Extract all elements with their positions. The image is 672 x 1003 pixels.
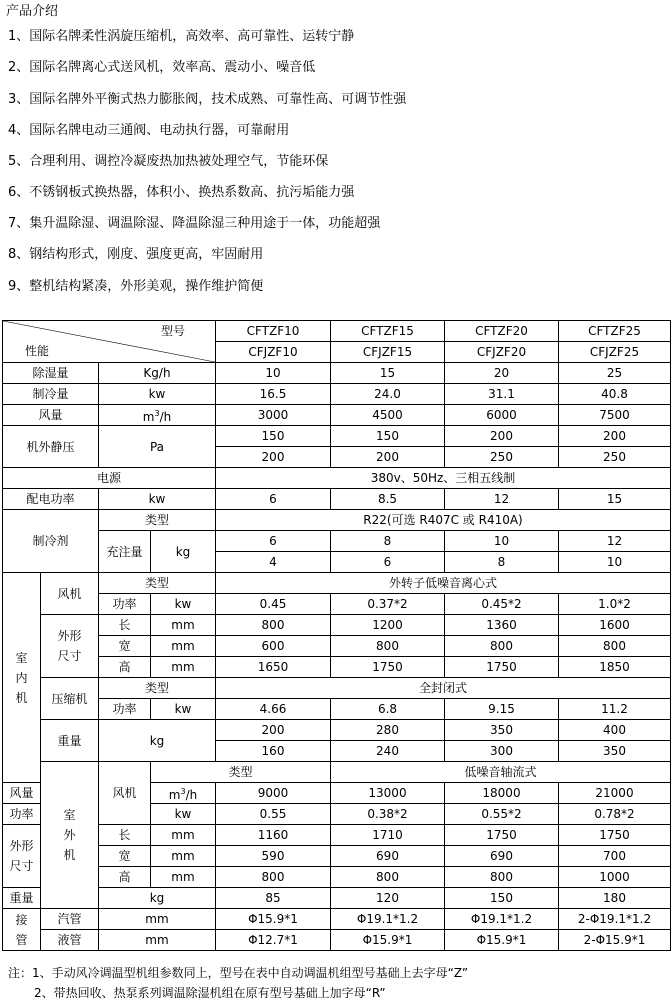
table-cell: 800 [216,615,331,636]
indoor-unit-label: 室内机 [3,573,41,783]
table-cell: 0.38*2 [331,804,445,825]
table-cell: 1750 [331,657,445,678]
table-cell: 1750 [445,657,559,678]
dist-power-label: 配电功率 [3,489,99,510]
table-cell: 18000 [445,783,559,804]
table-cell: 150 [445,888,559,909]
table-cell: Φ19.1*1.2 [445,909,559,930]
table-cell: 9.15 [445,699,559,720]
indoor-dim-label: 外形尺寸 [41,615,99,678]
airflow-label: 风量 [3,405,99,426]
table-cell: 150 [216,426,331,447]
table-cell: 12 [445,489,559,510]
model-j: CFJZF10 [216,342,331,363]
dist-power-unit: kw [99,489,216,510]
table-cell: 85 [216,888,331,909]
table-cell: 200 [216,720,331,741]
table-cell: 16.5 [216,384,331,405]
width-label: 宽 [99,846,151,867]
table-cell: Φ15.9*1 [216,909,331,930]
liquid-pipe-unit: mm [99,930,216,951]
airflow-unit: $m^3/h$ [99,405,216,426]
table-cell: 0.55*2 [445,804,559,825]
table-cell: 0.78*2 [559,804,671,825]
table-cell: 4 [216,552,331,573]
table-cell: 800 [445,867,559,888]
table-cell: 800 [331,867,445,888]
indoor-weight-label: 重量 [41,720,99,762]
table-cell: 1750 [445,825,559,846]
table-cell: 240 [331,741,445,762]
table-cell: 21000 [559,783,671,804]
table-cell: 600 [216,636,331,657]
table-cell: 10 [559,552,671,573]
table-cell: 690 [445,846,559,867]
indoor-fan-type-label: 类型 [99,573,216,594]
power-supply-label: 电源 [3,468,216,489]
table-cell: 20 [445,363,559,384]
table-cell: 200 [445,426,559,447]
dim-unit: mm [151,636,216,657]
table-cell: 8 [331,531,445,552]
feature-item: 1、国际名牌柔性涡旋压缩机，高效率、高可靠性、运转宁静 [8,29,355,44]
dim-unit: mm [151,615,216,636]
feature-item: 2、国际名牌离心式送风机，效率高、震动小、噪音低 [8,60,316,75]
table-cell: 40.8 [559,384,671,405]
table-cell: 6 [216,489,331,510]
power-supply-value: 380v、50Hz、三相五线制 [216,468,671,489]
static-pressure-unit: Pa [99,426,216,468]
table-cell: 4.66 [216,699,331,720]
outdoor-dim-label: 外形尺寸 [3,825,41,888]
table-cell: Φ15.9*1 [331,930,445,951]
model-z: CFTZF25 [559,321,671,342]
model-j: CFJZF20 [445,342,559,363]
table-cell: 590 [216,846,331,867]
table-cell: 1200 [331,615,445,636]
table-cell: 1000 [559,867,671,888]
refrigerant-type-label: 类型 [99,510,216,531]
static-pressure-label: 机外静压 [3,426,99,468]
indoor-fan-type-value: 外转子低噪音离心式 [216,573,671,594]
indoor-weight-unit: kg [99,720,216,762]
feature-item: 4、国际名牌电动三通阀、电动执行器，可靠耐用 [8,123,290,138]
table-cell: 6.8 [331,699,445,720]
gas-pipe-label: 汽管 [41,909,99,930]
table-cell: 10 [445,531,559,552]
charge-unit: kg [151,531,216,573]
outdoor-fan-air-unit: $m^3/h$ [151,783,216,804]
outdoor-fan-type-value: 低噪音轴流式 [331,762,671,783]
table-cell: 160 [216,741,331,762]
feature-item: 9、整机结构紧凑，外形美观，操作维护简便 [8,279,264,294]
liquid-pipe-label: 液管 [41,930,99,951]
table-cell: 3000 [216,405,331,426]
feature-item: 8、钢结构形式，刚度、强度更高，牢固耐用 [8,247,264,262]
table-cell: 800 [331,636,445,657]
table-cell: 6000 [445,405,559,426]
table-cell: 15 [331,363,445,384]
table-cell: 200 [216,447,331,468]
table-cell: 350 [445,720,559,741]
cooling-unit: kw [99,384,216,405]
table-cell: 200 [331,447,445,468]
table-cell: 1.0*2 [559,594,671,615]
table-cell: 800 [559,636,671,657]
table-cell: 6 [216,531,331,552]
table-cell: 250 [445,447,559,468]
table-cell: 13000 [331,783,445,804]
table-cell: 9000 [216,783,331,804]
table-cell: 11.2 [559,699,671,720]
table-cell: 2-Φ19.1*1.2 [559,909,671,930]
length-label: 长 [99,615,151,636]
dim-unit: mm [151,846,216,867]
refrigerant-type-value: R22(可选 R407C 或 R410A) [216,510,671,531]
model-j: CFJZF25 [559,342,671,363]
compressor-type-label: 类型 [99,678,216,699]
dehum-label: 除湿量 [3,363,99,384]
table-cell: 0.45*2 [445,594,559,615]
feature-item: 6、不锈钢板式换热器，体积小、换热系数高、抗污垢能力强 [8,185,355,200]
table-cell: 800 [216,867,331,888]
table-cell: 280 [331,720,445,741]
table-cell: 120 [331,888,445,909]
table-cell: 200 [559,426,671,447]
performance-label: 性能 [25,344,50,358]
model-label: 型号 [160,324,185,338]
table-cell: 150 [331,426,445,447]
table-cell: 1650 [216,657,331,678]
intro-title: 产品介绍 [6,4,59,19]
table-cell: 10 [216,363,331,384]
note-1: 注：1、手动风冷调温型机组参数同上，型号在表中自动调温机组型号基础上去字母“Z” [8,966,469,980]
model-z: CFTZF20 [445,321,559,342]
model-z: CFTZF15 [331,321,445,342]
table-cell: 1710 [331,825,445,846]
table-cell: 8 [445,552,559,573]
pipes-label: 接管 [3,909,41,951]
indoor-fan-power-label: 功率 [99,594,151,615]
table-cell: 400 [559,720,671,741]
notes [8,963,468,1003]
header-diagonal-cell [3,321,216,363]
table-cell: 12 [559,531,671,552]
table-cell: Φ12.7*1 [216,930,331,951]
table-cell: 0.37*2 [331,594,445,615]
indoor-fan-power-unit: kw [151,594,216,615]
table-cell: 700 [559,846,671,867]
width-label: 宽 [99,636,151,657]
table-cell: 15 [559,489,671,510]
feature-item: 5、合理利用、调控冷凝废热加热被处理空气，节能环保 [8,154,329,169]
table-cell: 800 [445,636,559,657]
table-cell: 31.1 [445,384,559,405]
cooling-label: 制冷量 [3,384,99,405]
outdoor-fan-type-label: 类型 [151,762,331,783]
height-label: 高 [99,867,151,888]
table-cell: Φ19.1*1.2 [331,909,445,930]
table-cell: 250 [559,447,671,468]
spec-table [2,320,671,951]
feature-item: 7、集升温除湿、调温除湿、降温除湿三种用途于一体，功能超强 [8,216,381,231]
dim-unit: mm [151,867,216,888]
outdoor-unit-label: 室外机 [41,762,99,909]
charge-label: 充注量 [99,531,151,573]
dehum-unit: Kg/h [99,363,216,384]
table-cell: Φ15.9*1 [445,930,559,951]
outdoor-fan-label: 风机 [99,762,151,825]
table-cell: 300 [445,741,559,762]
table-cell: 25 [559,363,671,384]
feature-item: 3、国际名牌外平衡式热力膨胀阀，技术成熟、可靠性高、可调节性强 [8,92,407,107]
table-cell: 8.5 [331,489,445,510]
table-cell: 350 [559,741,671,762]
table-cell: 0.55 [216,804,331,825]
table-cell: 180 [559,888,671,909]
table-cell: 1160 [216,825,331,846]
outdoor-weight-unit: kg [99,888,216,909]
table-cell: 0.45 [216,594,331,615]
table-cell: 7500 [559,405,671,426]
dim-unit: mm [151,825,216,846]
compressor-label: 压缩机 [41,678,99,720]
indoor-fan-label: 风机 [41,573,99,615]
gas-pipe-unit: mm [99,909,216,930]
dim-unit: mm [151,657,216,678]
table-cell: 1850 [559,657,671,678]
outdoor-fan-air-label: 风量 [3,783,41,804]
compressor-type-value: 全封闭式 [216,678,671,699]
table-cell: 4500 [331,405,445,426]
table-cell: 1360 [445,615,559,636]
compressor-power-unit: kw [151,699,216,720]
refrigerant-label: 制冷剂 [3,510,99,573]
outdoor-weight-label: 重量 [3,888,41,909]
model-z: CFTZF10 [216,321,331,342]
note-2: 2、带热回收、热泵系列调温除湿机组在原有型号基础上加字母“R” [34,986,386,1000]
model-j: CFJZF15 [331,342,445,363]
length-label: 长 [99,825,151,846]
outdoor-fan-power-label: 功率 [3,804,41,825]
table-cell: 6 [331,552,445,573]
compressor-power-label: 功率 [99,699,151,720]
table-cell: 1600 [559,615,671,636]
height-label: 高 [99,657,151,678]
table-cell: 690 [331,846,445,867]
outdoor-fan-power-unit: kw [151,804,216,825]
table-cell: 2-Φ15.9*1 [559,930,671,951]
table-cell: 1750 [559,825,671,846]
table-cell: 24.0 [331,384,445,405]
